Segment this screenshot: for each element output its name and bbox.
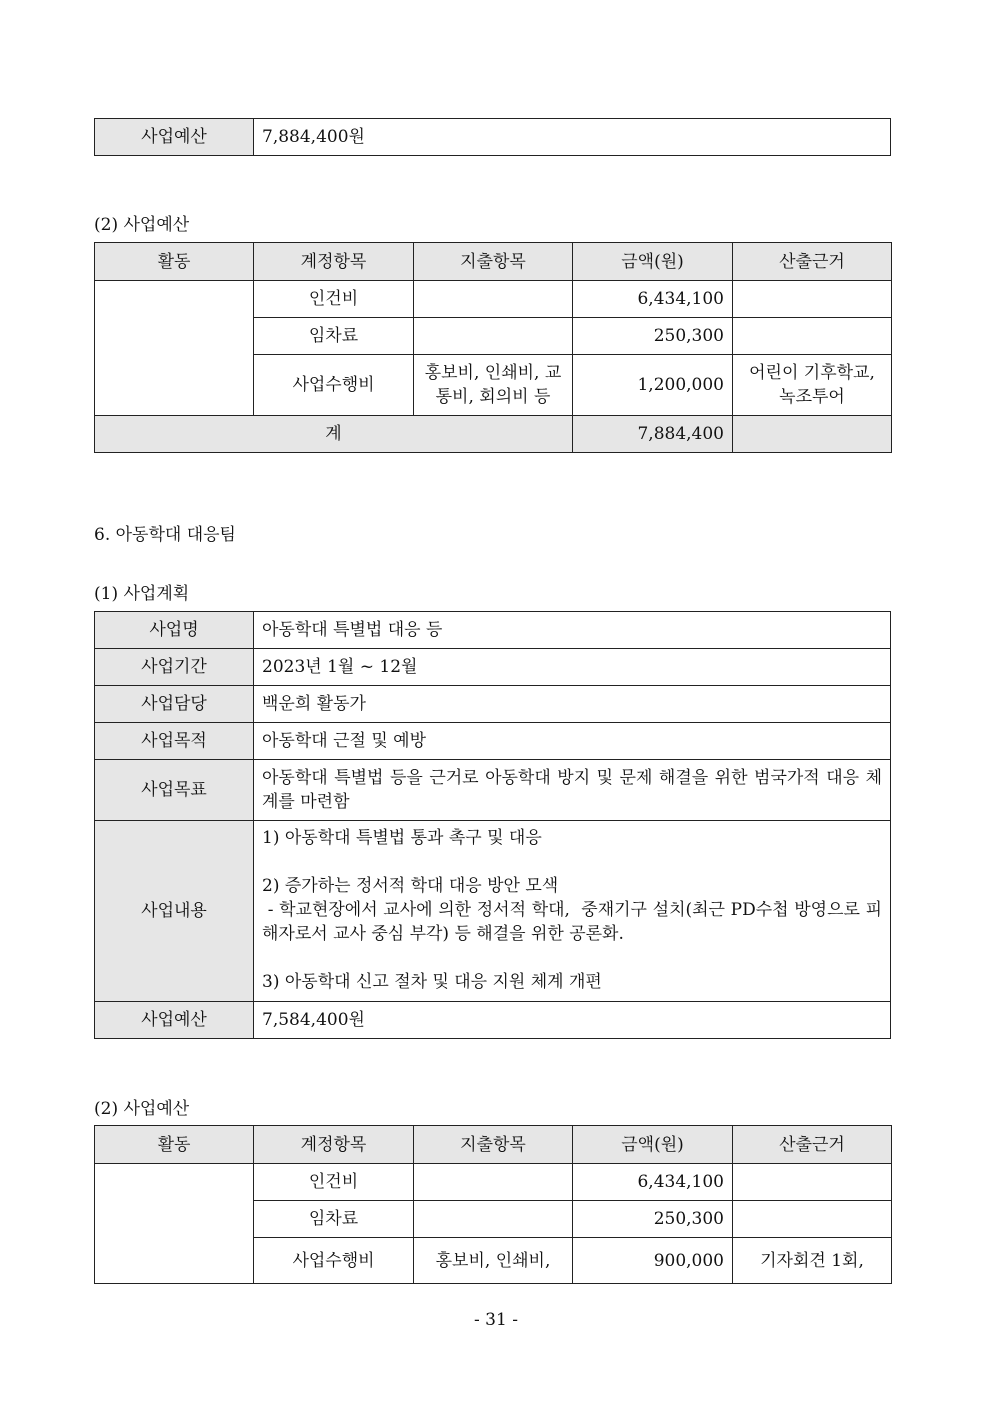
- plan-row: [95, 1002, 891, 1039]
- content-line: - 학교현장에서 교사에 의한 정서적 학대, 중재기구 설치(최근 PD수첩 방영으로 피해자로서 교사 중심 부각) 등 해결을 위한 공론화.: [262, 900, 883, 944]
- basis-cell: 기자회견 1회,: [733, 1238, 892, 1284]
- budget-heading: (2) 사업예산: [94, 215, 190, 235]
- header-basis: 산출근거: [733, 243, 892, 281]
- plan-row: [95, 686, 891, 723]
- plan-value: 아동학대 특별법 등을 근거로 아동학대 방지 및 문제 해결을 위한 범국가적 대응 체계를 마련함: [254, 760, 891, 821]
- account-cell: 인건비: [254, 281, 414, 318]
- activity-cell: [95, 281, 254, 416]
- header-account: 계정항목: [254, 243, 414, 281]
- total-row: [95, 416, 892, 453]
- basis-cell: [733, 1164, 892, 1201]
- account-cell: 임차료: [254, 1201, 414, 1238]
- budget-table: [94, 242, 892, 453]
- total-basis: [733, 416, 892, 453]
- amount-cell: 900,000: [573, 1238, 733, 1284]
- expense-cell: [414, 318, 573, 355]
- budget-table: [94, 1125, 892, 1284]
- table-row: [95, 281, 892, 318]
- plan-label: 사업목적: [95, 723, 254, 760]
- content-line: 1) 아동학대 특별법 통과 촉구 및 대응: [262, 828, 542, 848]
- plan-content: [254, 821, 891, 1002]
- plan-value: 아동학대 근절 및 예방: [254, 723, 891, 760]
- expense-cell: [414, 281, 573, 318]
- header-account: 계정항목: [254, 1126, 414, 1164]
- plan-row: [95, 649, 891, 686]
- activity-cell: [95, 1164, 254, 1284]
- basis-cell: [733, 281, 892, 318]
- plan-label: 사업내용: [95, 821, 254, 1002]
- plan-label: 사업명: [95, 612, 254, 649]
- basis-cell: 어린이 기후학교, 녹조투어: [733, 355, 892, 416]
- amount-cell: 1,200,000: [573, 355, 733, 416]
- basis-cell: [733, 1201, 892, 1238]
- plan-row: [95, 723, 891, 760]
- header-activity: 활동: [95, 243, 254, 281]
- content-line: [262, 946, 882, 970]
- account-cell: 임차료: [254, 318, 414, 355]
- budget-value: 7,884,400원: [254, 119, 891, 156]
- amount-cell: 6,434,100: [573, 281, 733, 318]
- plan-label: 사업목표: [95, 760, 254, 821]
- table-row: [95, 1164, 892, 1201]
- plan-row: [95, 821, 891, 1002]
- plan-label: 사업담당: [95, 686, 254, 723]
- plan-value: 7,584,400원: [254, 1002, 891, 1039]
- header-expense: 지출항목: [414, 1126, 573, 1164]
- budget-label: 사업예산: [95, 119, 254, 156]
- total-amount: 7,884,400: [573, 416, 733, 453]
- amount-cell: 250,300: [573, 1201, 733, 1238]
- amount-cell: 6,434,100: [573, 1164, 733, 1201]
- previous-budget-table: [94, 118, 891, 156]
- basis-cell: [733, 318, 892, 355]
- header-amount: 금액(원): [573, 1126, 733, 1164]
- content-line: 3) 아동학대 신고 절차 및 대응 지원 체계 개편: [262, 972, 602, 992]
- plan-value: 아동학대 특별법 대응 등: [254, 612, 891, 649]
- plan-table: [94, 611, 891, 1039]
- expense-cell: 홍보비, 인쇄비,: [414, 1238, 573, 1284]
- header-amount: 금액(원): [573, 243, 733, 281]
- account-cell: 인건비: [254, 1164, 414, 1201]
- section-title: 6. 아동학대 대응팀: [94, 525, 236, 545]
- amount-cell: 250,300: [573, 318, 733, 355]
- plan-value: 백운희 활동가: [254, 686, 891, 723]
- header-basis: 산출근거: [733, 1126, 892, 1164]
- account-cell: 사업수행비: [254, 355, 414, 416]
- budget-heading: (2) 사업예산: [94, 1099, 190, 1119]
- plan-label: 사업기간: [95, 649, 254, 686]
- plan-row: [95, 612, 891, 649]
- plan-heading: (1) 사업계획: [94, 584, 190, 604]
- header-activity: 활동: [95, 1126, 254, 1164]
- header-expense: 지출항목: [414, 243, 573, 281]
- total-label: 계: [95, 416, 573, 453]
- account-cell: 사업수행비: [254, 1238, 414, 1284]
- plan-label: 사업예산: [95, 1002, 254, 1039]
- page-number: - 31 -: [474, 1310, 518, 1330]
- content-line: [262, 850, 882, 874]
- plan-value: 2023년 1월 ~ 12월: [254, 649, 891, 686]
- content-line: 2) 증가하는 정서적 학대 대응 방안 모색: [262, 876, 559, 896]
- expense-cell: [414, 1201, 573, 1238]
- plan-row: [95, 760, 891, 821]
- expense-cell: 홍보비, 인쇄비, 교통비, 회의비 등: [414, 355, 573, 416]
- expense-cell: [414, 1164, 573, 1201]
